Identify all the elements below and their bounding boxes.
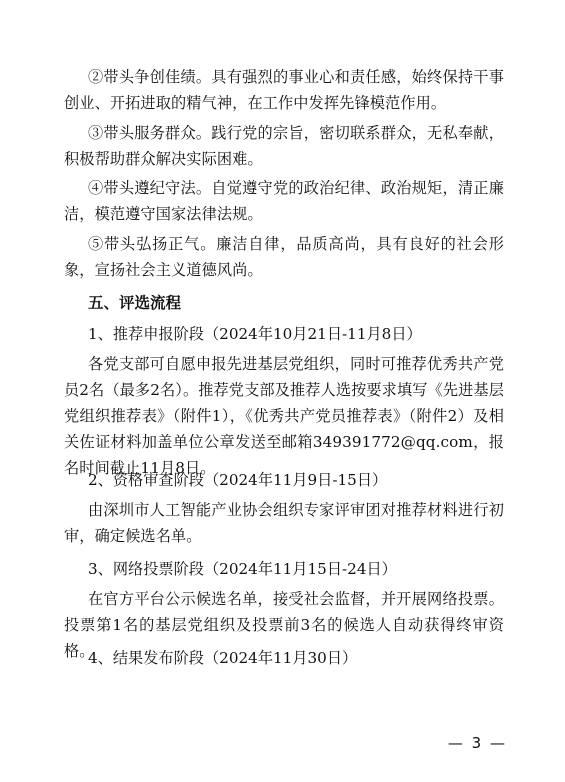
paragraph-lead-by-achievement: ②带头争创佳绩。具有强烈的事业心和责任感，始终保持干事创业、开拓进取的精气神，在工作中发挥先锋模范作用。 bbox=[64, 68, 504, 112]
page-number: — 3 — bbox=[447, 734, 507, 752]
paragraph-serve-people: ③带头服务群众。践行党的宗旨，密切联系群众，无私奉献，积极帮助群众解决实际困难。 bbox=[64, 124, 504, 168]
stage-3-title: 3、网络投票阶段（2024年11月15日-24日） bbox=[88, 560, 397, 578]
stage-1-title: 1、推荐申报阶段（2024年10月21日-11月8日） bbox=[88, 325, 422, 343]
stage-1-body: 各党支部可自愿申报先进基层党组织，同时可推荐优秀共产党员2名（最多2名）。推荐党支部及推荐人选按要求填写《先进基层党组织推荐表》（附件1），《优秀共产党员推荐表》（附件2）及相关佐证材料加盖单位公章发送至邮箱349391772@qq.com，报名时间截止11月8日。 bbox=[64, 355, 504, 477]
section-heading: 五、评选流程 bbox=[88, 294, 182, 312]
stage-2-title: 2、资格审查阶段（2024年11月9日-15日） bbox=[88, 471, 388, 489]
paragraph-obey-law: ④带头遵纪守法。自觉遵守党的政治纪律、政治规矩，清正廉洁，模范遵守国家法律法规。 bbox=[64, 179, 504, 223]
paragraph-promote-integrity: ⑤带头弘扬正气。廉洁自律，品质高尚，具有良好的社会形象，宣扬社会主义道德风尚。 bbox=[64, 235, 504, 279]
stage-4-title: 4、结果发布阶段（2024年11月30日） bbox=[88, 649, 358, 667]
stage-3-body: 在官方平台公示候选名单，接受社会监督，并开展网络投票。投票第1名的基层党组织及投票前3名的候选人自动获得终审资格。 bbox=[64, 590, 504, 660]
stage-2-body: 由深圳市人工智能产业协会组织专家评审团对推荐材料进行初审，确定候选名单。 bbox=[64, 501, 504, 545]
